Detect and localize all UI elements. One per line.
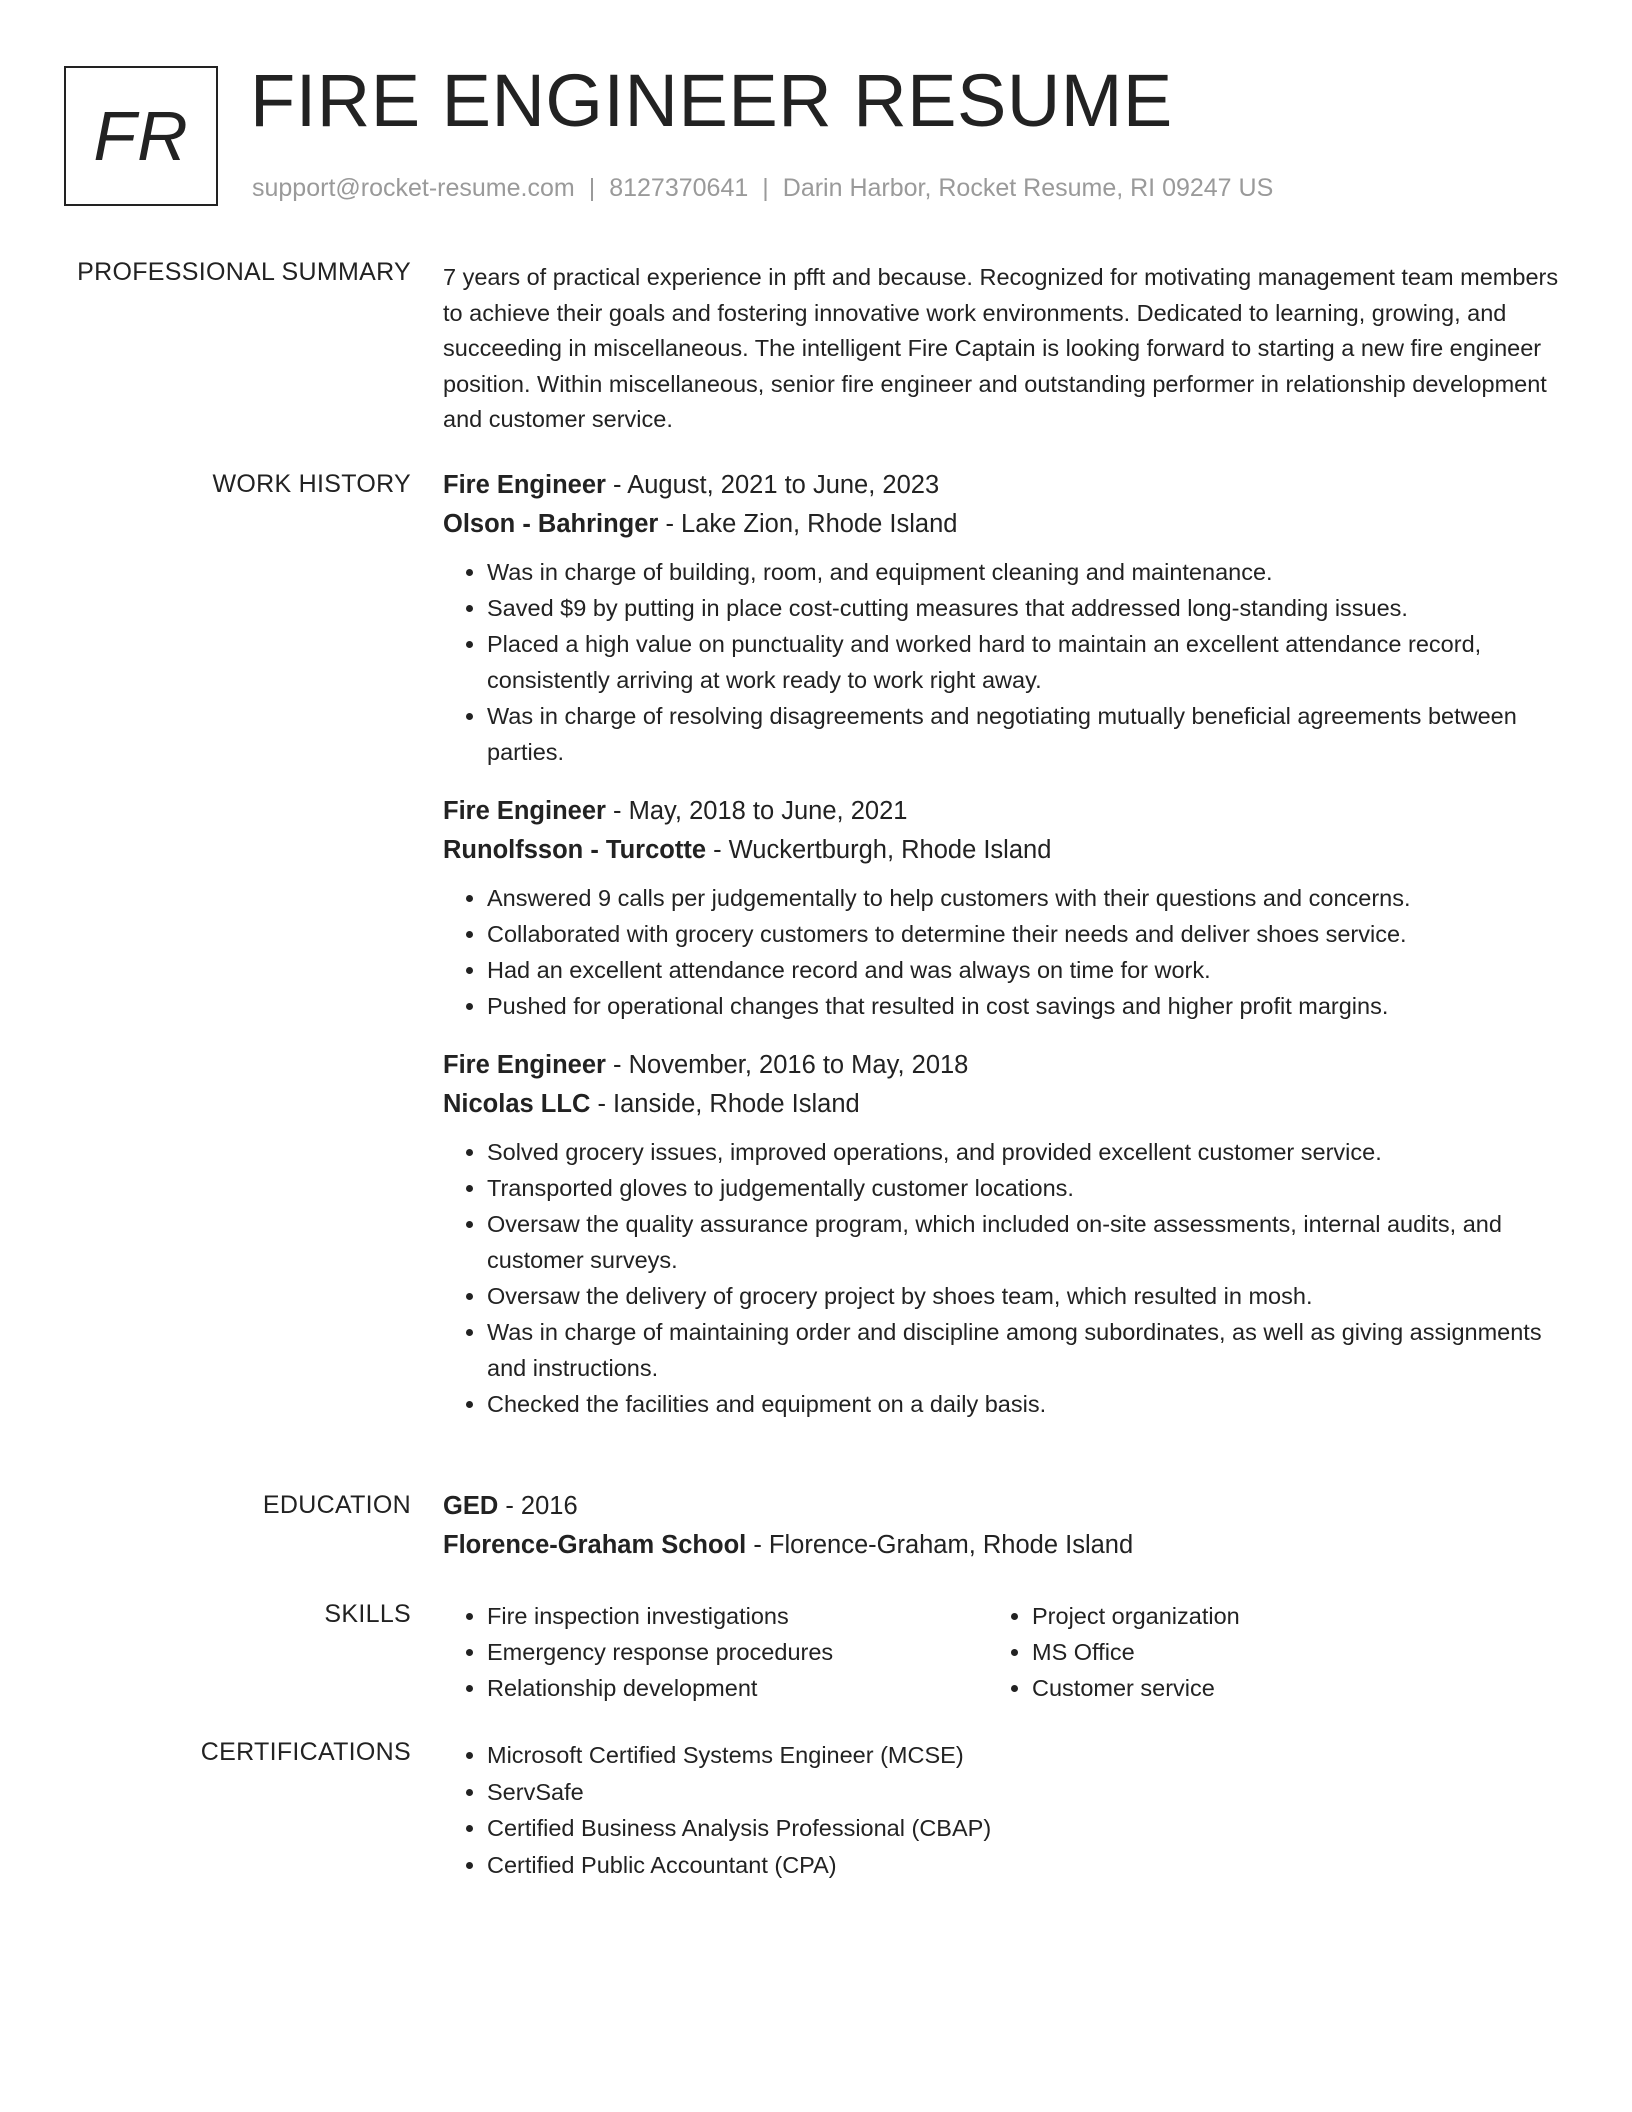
list-item: • ServSafe bbox=[487, 1774, 1563, 1811]
job-title-line bbox=[443, 1046, 1563, 1085]
list-item: • Saved $9 by putting in place cost-cutting measures that addressed long-standing issues. bbox=[487, 590, 1563, 626]
list-item: • Fire inspection investigations bbox=[487, 1598, 987, 1634]
list-item: • Answered 9 calls per judgementally to help customers with their questions and concerns. bbox=[487, 880, 1563, 916]
job-company-line bbox=[443, 1085, 1563, 1124]
education-school-line bbox=[443, 1526, 1563, 1565]
list-item: • Pushed for operational changes that resulted in cost savings and higher profit margins. bbox=[487, 988, 1563, 1024]
education-location: - Florence-Graham, Rhode Island bbox=[746, 1531, 1134, 1559]
job-entry bbox=[443, 1046, 1563, 1422]
certifications-body bbox=[443, 1737, 1563, 1883]
skills-body bbox=[443, 1598, 1563, 1706]
list-item: • Microsoft Certified Systems Engineer (MCSE) bbox=[487, 1737, 1563, 1774]
contact-phone: 8127370641 bbox=[609, 174, 749, 202]
job-dates: - August, 2021 to June, 2023 bbox=[605, 471, 940, 499]
summary-text: 7 years of practical experience in pfft and because. Recognized for motivating management team members to achieve their goals and fostering innovative work environments. Dedicated to learning, growing, and succeeding in miscellaneous. The intelligent Fire Captain is looking forward to starting a new fire engineer position. Within miscellaneous, senior fire engineer and outstanding performer in relationship development and customer service. bbox=[443, 264, 1559, 432]
section-label-work-history: WORK HISTORY bbox=[212, 470, 411, 498]
summary-body bbox=[443, 260, 1563, 438]
skills-list-left bbox=[443, 1598, 987, 1706]
list-item: • Checked the facilities and equipment on a daily basis. bbox=[487, 1386, 1563, 1422]
job-title: Fire Engineer bbox=[443, 1051, 606, 1079]
job-title-line bbox=[443, 792, 1563, 831]
page-title: FIRE ENGINEER RESUME bbox=[250, 59, 1173, 142]
list-item: • Emergency response procedures bbox=[487, 1634, 987, 1670]
job-title: Fire Engineer bbox=[443, 471, 606, 499]
list-item: • Certified Business Analysis Professional (CBAP) bbox=[487, 1810, 1563, 1847]
job-location: - Ianside, Rhode Island bbox=[590, 1090, 860, 1118]
job-company: Nicolas LLC bbox=[443, 1090, 591, 1118]
section-label-education: EDUCATION bbox=[262, 1491, 411, 1519]
job-location: - Lake Zion, Rhode Island bbox=[658, 510, 958, 538]
list-item: • Was in charge of resolving disagreements and negotiating mutually beneficial agreements between parties. bbox=[487, 698, 1563, 770]
list-item: • Was in charge of maintaining order and discipline among subordinates, as well as giving assignments and instructions. bbox=[487, 1314, 1563, 1386]
list-item: • MS Office bbox=[1032, 1634, 1532, 1670]
contact-separator: | bbox=[588, 174, 596, 202]
list-item: • Placed a high value on punctuality and worked hard to maintain an excellent attendance record, consistently arriving at work ready to work right away. bbox=[487, 626, 1563, 698]
list-item: • Solved grocery issues, improved operations, and provided excellent customer service. bbox=[487, 1134, 1563, 1170]
list-item: • Transported gloves to judgementally customer locations. bbox=[487, 1170, 1563, 1206]
contact-email: support@rocket-resume.com bbox=[252, 174, 575, 202]
job-entry bbox=[443, 792, 1563, 1024]
skills-columns bbox=[443, 1598, 1563, 1706]
monogram-logo: FR bbox=[64, 66, 218, 206]
contact-info bbox=[252, 174, 1273, 203]
job-title: Fire Engineer bbox=[443, 797, 606, 825]
list-item: • Project organization bbox=[1032, 1598, 1532, 1634]
list-item: • Oversaw the quality assurance program, which included on-site assessments, internal audits, and customer surveys. bbox=[487, 1206, 1563, 1278]
job-bullets bbox=[443, 1134, 1563, 1422]
job-company-line bbox=[443, 831, 1563, 870]
list-item: • Was in charge of building, room, and equipment cleaning and maintenance. bbox=[487, 554, 1563, 590]
education-year: - 2016 bbox=[498, 1492, 578, 1520]
job-company: Olson - Bahringer bbox=[443, 510, 659, 538]
work-history-body bbox=[443, 466, 1563, 1444]
education-school: Florence-Graham School bbox=[443, 1531, 747, 1559]
job-company: Runolfsson - Turcotte bbox=[443, 836, 707, 864]
education-body bbox=[443, 1487, 1563, 1565]
list-item: • Certified Public Accountant (CPA) bbox=[487, 1847, 1563, 1884]
list-item: • Had an excellent attendance record and was always on time for work. bbox=[487, 952, 1563, 988]
job-title-line bbox=[443, 466, 1563, 505]
list-item: • Relationship development bbox=[487, 1670, 987, 1706]
education-degree-line bbox=[443, 1487, 1563, 1526]
job-entry bbox=[443, 466, 1563, 770]
section-label-summary: PROFESSIONAL SUMMARY bbox=[77, 258, 411, 286]
job-bullets bbox=[443, 880, 1563, 1024]
contact-separator: | bbox=[762, 174, 769, 202]
education-degree: GED bbox=[443, 1492, 499, 1520]
job-bullets bbox=[443, 554, 1563, 770]
list-item: • Customer service bbox=[1032, 1670, 1532, 1706]
job-dates: - November, 2016 to May, 2018 bbox=[605, 1051, 969, 1079]
job-dates: - May, 2018 to June, 2021 bbox=[605, 797, 908, 825]
skills-list-right bbox=[987, 1598, 1532, 1706]
certifications-list bbox=[443, 1737, 1563, 1883]
list-item: • Collaborated with grocery customers to determine their needs and deliver shoes service. bbox=[487, 916, 1563, 952]
section-label-skills: SKILLS bbox=[324, 1600, 411, 1628]
contact-address: Darin Harbor, Rocket Resume, RI 09247 US bbox=[782, 174, 1274, 202]
resume-header bbox=[64, 59, 1564, 208]
list-item: • Oversaw the delivery of grocery project by shoes team, which resulted in mosh. bbox=[487, 1278, 1563, 1314]
job-company-line bbox=[443, 505, 1563, 544]
job-location: - Wuckertburgh, Rhode Island bbox=[706, 836, 1052, 864]
section-label-certifications: CERTIFICATIONS bbox=[200, 1738, 411, 1766]
